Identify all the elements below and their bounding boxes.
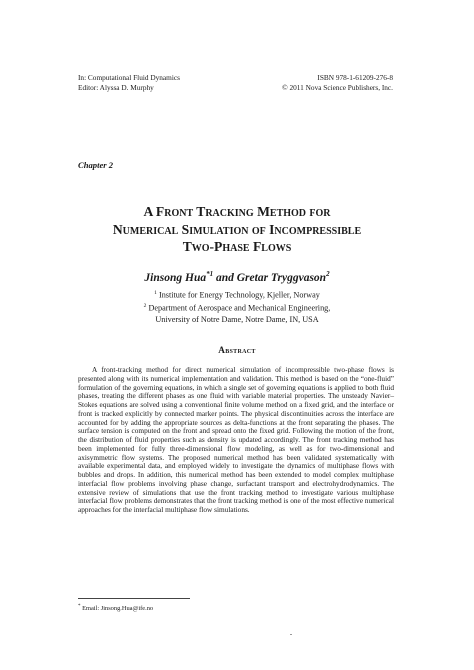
author-2-name: Gretar Tryggvason bbox=[236, 271, 327, 284]
footnote bbox=[78, 604, 153, 612]
author-line bbox=[60, 270, 414, 284]
header-right bbox=[282, 73, 393, 92]
abstract-body: A front-tracking method for direct numerical simulation of incompressible two-phase flows is presented along with its numerical implementation and validation. This method is based on the “one-fluid” formulation of the governing equations, in which a single set of governing equations is applied to both fluid phases, treating the different phases as one fluid with variable material properties. The unsteady Navier–Stokes equations are solved using a conventional finite volume method on a fixed grid, and the interface or front is tracked explicitly by connected marker points. The physical discontinuities across the interface are accounted for by adding the appropriate sources as delta-functions at the front separating the phases. The surface tension is computed on the front and spread onto the fixed grid. Following the motion of the front, the distribution of fluid properties such as density is updated accordingly. The front tracking method has been implemented for fully three-dimensional flow modeling, as well as for two-dimensional and axisymmetric flow systems. The proposed numerical method has been validated systematically with available experimental data, and employed widely to investigate the dynamics of multiphase flows with bubbles and drops. In addition, this numerical method has been extended to model complex multiphase interfacial flow problems involving phase change, surfactant transport and electrohydrodynamics. The extensive review of simulations that use the front tracking method to investigate various multiphase interfacial flow problems demonstrates that the front tracking method is one of the most effective numerical approaches for the interfacial multiphase flow simulations. bbox=[78, 365, 394, 514]
abstract-heading: Abstract bbox=[218, 345, 256, 355]
affiliation-2 bbox=[60, 301, 414, 314]
paper-title bbox=[60, 203, 414, 256]
chapter-label: Chapter 2 bbox=[78, 160, 114, 170]
title-line-1: A Front Tracking Method for bbox=[143, 204, 331, 219]
footnote-marker: * bbox=[78, 604, 81, 609]
book-title-line: In: Computational Fluid Dynamics bbox=[78, 73, 180, 82]
author-1-marker: *1 bbox=[206, 270, 214, 278]
affiliation-2-cont: University of Notre Dame, Notre Dame, IN, USA bbox=[155, 314, 319, 324]
affiliation-1-text: Institute for Energy Technology, Kjeller, Norway bbox=[158, 290, 320, 300]
header-left bbox=[78, 73, 180, 92]
affiliations bbox=[60, 288, 414, 325]
footnote-rule bbox=[78, 598, 190, 599]
author-conjunction: and bbox=[213, 271, 237, 284]
title-line-3: Two-Phase Flows bbox=[182, 239, 292, 254]
title-line-2: Numerical Simulation of Incompressible bbox=[112, 221, 362, 237]
affiliation-1-marker: 1 bbox=[154, 290, 157, 296]
editor-line: Editor: Alyssa D. Murphy bbox=[78, 82, 154, 92]
affiliation-2-text: Department of Aerospace and Mechanical Engineering, bbox=[148, 304, 331, 314]
author-1-name: Jinsong Hua bbox=[144, 271, 207, 284]
isbn-line: ISBN 978-1-61209-276-8 bbox=[317, 73, 393, 82]
page-speck bbox=[290, 634, 292, 635]
author-2-marker: 2 bbox=[326, 270, 330, 278]
affiliation-2-marker: 2 bbox=[143, 303, 147, 310]
footnote-email: Email: Jinsong.Hua@ife.no bbox=[80, 605, 154, 613]
copyright-line: © 2011 Nova Science Publishers, Inc. bbox=[282, 82, 393, 92]
affiliation-1 bbox=[60, 288, 414, 301]
